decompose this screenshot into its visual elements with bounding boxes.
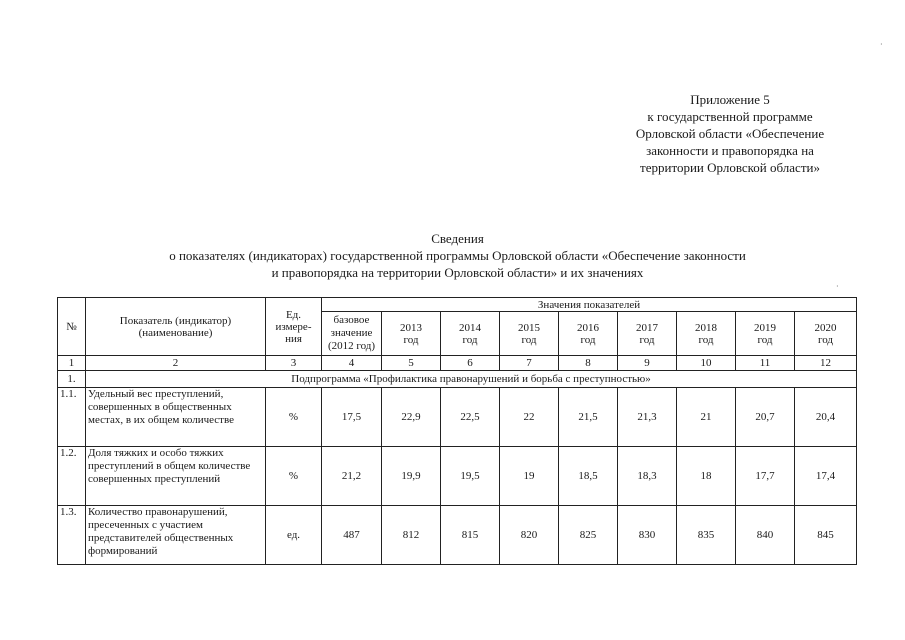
table-row <box>58 506 857 565</box>
column-number: 11 <box>736 356 795 371</box>
value-cell: 820 <box>500 506 559 565</box>
column-number: 8 <box>559 356 618 371</box>
indicator-name: Доля тяжких и особо тяжких преступлений в общем количестве совершенных преступлений <box>86 447 266 506</box>
value-cell: 19,9 <box>382 447 441 506</box>
header-no: № <box>58 298 86 356</box>
table-row <box>58 388 857 447</box>
value-cell: 22,9 <box>382 388 441 447</box>
value-cell: 840 <box>736 506 795 565</box>
unit-cell: % <box>266 388 322 447</box>
header-year: 2014 год <box>441 312 500 356</box>
appendix-line: законности и правопорядка на <box>646 143 814 158</box>
value-cell: 17,7 <box>736 447 795 506</box>
column-number: 7 <box>500 356 559 371</box>
value-cell: 21,2 <box>322 447 382 506</box>
header-year: 2015 год <box>500 312 559 356</box>
appendix-line: Приложение 5 <box>690 92 770 107</box>
value-cell: 17,5 <box>322 388 382 447</box>
appendix-line: территории Орловской области» <box>640 160 820 175</box>
value-cell: 22 <box>500 388 559 447</box>
value-cell: 17,4 <box>795 447 857 506</box>
row-number: 1.2. <box>58 447 86 506</box>
indicator-name: Удельный вес преступлений, совершенных в общественных местах, в их общем количестве <box>86 388 266 447</box>
value-cell: 835 <box>677 506 736 565</box>
value-cell: 845 <box>795 506 857 565</box>
heading-title: Сведения <box>431 231 484 246</box>
column-number: 5 <box>382 356 441 371</box>
header-values-group: Значения показателей <box>322 298 857 312</box>
header-year: 2020 год <box>795 312 857 356</box>
value-cell: 22,5 <box>441 388 500 447</box>
column-number: 1 <box>58 356 86 371</box>
value-cell: 18 <box>677 447 736 506</box>
row-number: 1.3. <box>58 506 86 565</box>
header-year: 2018 год <box>677 312 736 356</box>
value-cell: 21,3 <box>618 388 677 447</box>
appendix-line: к государственной программе <box>647 109 813 124</box>
column-number: 4 <box>322 356 382 371</box>
value-cell: 487 <box>322 506 382 565</box>
row-number: 1.1. <box>58 388 86 447</box>
value-cell: 20,7 <box>736 388 795 447</box>
header-year: 2013 год <box>382 312 441 356</box>
document-heading <box>40 230 875 281</box>
value-cell: 815 <box>441 506 500 565</box>
appendix-line: Орловской области «Обеспечение <box>635 126 825 141</box>
value-cell: 812 <box>382 506 441 565</box>
value-cell: 21,5 <box>559 388 618 447</box>
unit-cell: ед. <box>266 506 322 565</box>
subprogram-no: 1. <box>58 371 86 388</box>
value-cell: 19 <box>500 447 559 506</box>
indicator-name: Количество правонарушений, пресеченных с участием представителей общественных формирований <box>86 506 266 565</box>
subprogram-title: Подпрограмма «Профилактика правонарушений и борьба с преступностью» <box>86 371 857 388</box>
column-number: 10 <box>677 356 736 371</box>
column-number: 12 <box>795 356 857 371</box>
header-row-top <box>58 298 857 312</box>
heading-line-2: и правопорядка на территории Орловской области» и их значениях <box>271 265 644 280</box>
value-cell: 18,5 <box>559 447 618 506</box>
unit-cell: % <box>266 447 322 506</box>
header-year: 2017 год <box>618 312 677 356</box>
corner-mark-right: · <box>836 282 839 291</box>
appendix-block <box>595 91 865 176</box>
column-number: 9 <box>618 356 677 371</box>
column-number: 6 <box>441 356 500 371</box>
header-base: базовое значение (2012 год) <box>322 312 382 356</box>
column-number: 2 <box>86 356 266 371</box>
header-unit: Ед. измере-ния <box>266 298 322 356</box>
subprogram-row <box>58 371 857 388</box>
value-cell: 825 <box>559 506 618 565</box>
column-number: 3 <box>266 356 322 371</box>
header-indicator: Показатель (индикатор) (наименование) <box>86 298 266 356</box>
value-cell: 20,4 <box>795 388 857 447</box>
column-number-row <box>58 356 857 371</box>
heading-line-1: о показателях (индикаторах) государственной программы Орловской области «Обеспечение законности <box>169 248 746 263</box>
value-cell: 19,5 <box>441 447 500 506</box>
value-cell: 21 <box>677 388 736 447</box>
indicators-table <box>57 297 857 565</box>
table-row <box>58 447 857 506</box>
value-cell: 18,3 <box>618 447 677 506</box>
value-cell: 830 <box>618 506 677 565</box>
header-year: 2019 год <box>736 312 795 356</box>
header-year: 2016 год <box>559 312 618 356</box>
corner-mark-top: · <box>880 40 883 49</box>
